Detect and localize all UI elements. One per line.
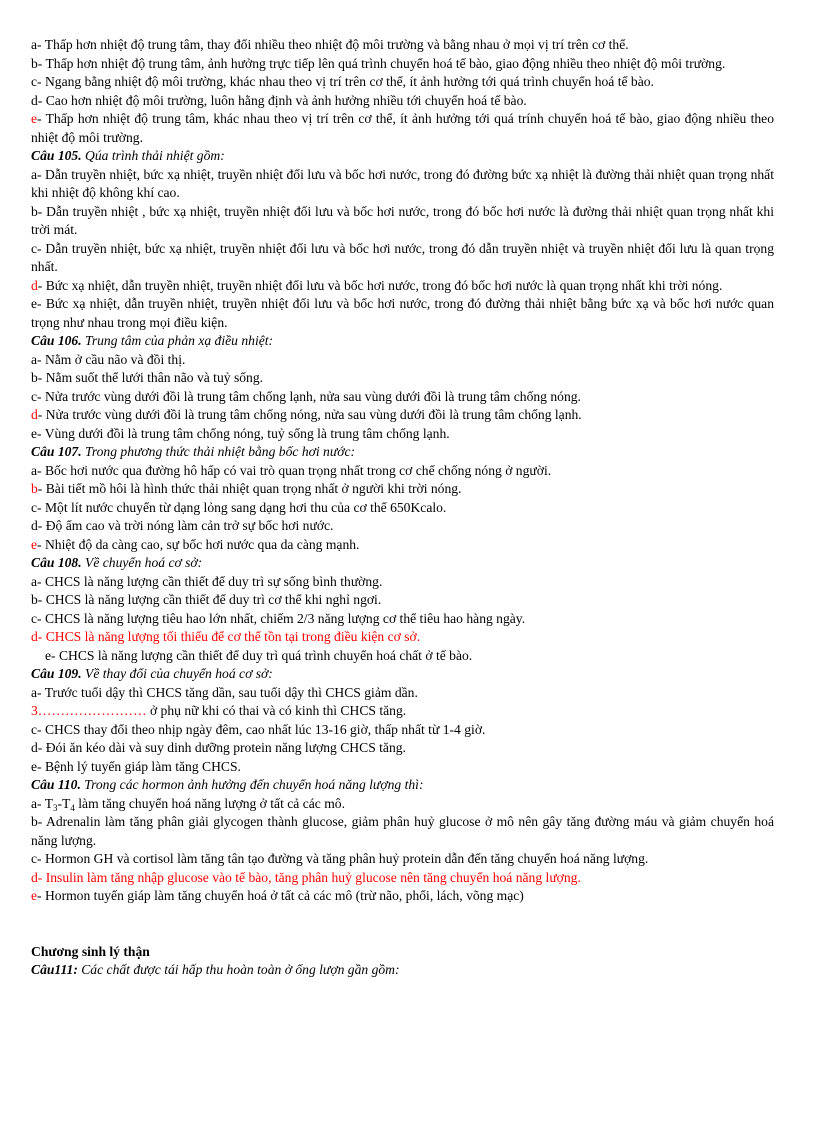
option-text: - Nửa trước vùng dưới đồi là trung tâm chống nóng, nửa sau vùng dưới đồi là trung tâm chống lạnh. [37,407,582,422]
subscript: 4 [70,802,75,813]
question-text: Trung tâm của phản xạ điều nhiệt: [81,333,274,348]
question-heading [31,961,774,980]
question-number: Câu 105. [31,148,82,163]
answer-option: c- CHCS thay đổi theo nhịp ngày đêm, cao nhất lúc 13-16 giờ, thấp nhất từ 1-4 giờ. [31,721,486,737]
answer-option: d- Cao hơn nhiệt độ môi trường, luôn hằng định và ảnh hưởng nhiều tới chuyển hoá tế bào. [31,92,527,108]
question-text: Trong các hormon ảnh hưởng đến chuyển hoá năng lượng thì: [80,777,424,792]
answer-option: c- Hormon GH và cortisol làm tăng tân tạo đường và tăng phân huỷ protein dẫn đến tăng chuyển hoá năng lượng. [31,851,649,866]
question-text: Trong phương thức thải nhiệt bằng bốc hơi nước: [81,444,356,459]
answer-option: a- Bốc hơi nước qua đường hô hấp có vai trò quan trọng nhất trong cơ chế chống nóng ở người. [31,462,552,478]
answer-option: e- CHCS là năng lượng cần thiết để duy trì quá trình chuyển hoá chất ở tế bào. [45,647,473,663]
option-text: a- T [31,795,54,811]
option-text: - Thấp hơn nhiệt độ trung tâm, khác nhau theo vị trí trên cơ thể, ít ảnh hưởng tới quá trính chuyển hoá tế bào, giao động nhiều theo nhiệt độ môi trường. [31,111,774,145]
option-text: -T [57,795,71,811]
answer-option: b- CHCS là năng lượng cần thiết để duy trì cơ thể khi nghỉ ngơi. [31,592,382,607]
answer-option [31,702,774,721]
answer-option: c- Một lít nước chuyển từ dạng lỏng sang dạng hơi thu của cơ thể 650Kcalo. [31,499,447,515]
answer-marker: e [31,536,38,552]
answer-option: a- Trước tuổi dậy thì CHCS tăng dần, sau tuổi dậy thì CHCS giảm dần. [31,684,418,700]
question-heading [31,665,774,684]
question-text: Về thay đổi của chuyển hoá cơ sở: [81,666,273,681]
option-text: - Bức xạ nhiệt, dẫn truyền nhiệt, truyền nhiệt đối lưu và bốc hơi nước, trong đó bốc hơi nước là quan trọng nhất khi trời nóng. [37,277,723,293]
answer-option: e- Bức xạ nhiệt, dẫn truyền nhiệt, truyền nhiệt đối lưu và bốc hơi nước, trong đó đường thải nhiệt bằng bức xạ và bốc hơi nước quan trọng như nhau trong mọi điều kiện. [31,296,774,330]
answer-marker: b [31,481,38,496]
option-text: làm tăng chuyển hoá năng lượng ở tất cả các mô. [74,795,345,811]
answer-option: d- Độ ẩm cao và trời nóng làm cản trở sự bốc hơi nước. [31,518,334,533]
question-heading [31,147,774,166]
answer-option: e- Bệnh lý tuyến giáp làm tăng CHCS. [31,758,241,774]
subscript: 3 [53,802,58,813]
answer-option: b- Dẫn truyền nhiệt , bức xạ nhiệt, truyền nhiệt đối lưu và bốc hơi nước, trong đó bốc hơi nước là đường thải nhiệt quan trọng nhất khi trời mát. [31,203,774,237]
answer-option [31,795,774,814]
question-heading [31,332,774,351]
answer-option: c- Nửa trước vùng dưới đồi là trung tâm chống lạnh, nửa sau vùng dưới đồi là trung tâm chống nóng. [31,388,581,404]
answer-option: a- CHCS là năng lượng cần thiết để duy trì sự sống bình thường. [31,573,383,589]
answer-marker: d [31,277,38,293]
question-text: Các chất được tái hấp thu hoàn toàn ở ống lượn gần gồm: [77,962,400,977]
answer-marker: d [31,407,38,422]
answer-option: b- Nằm suốt thể lưới thân não và tuỷ sống. [31,370,264,385]
question-number: Câu 106. [31,333,82,348]
chapter-heading: Chương sinh lý thận [31,943,150,959]
answer-option: c- Dẫn truyền nhiệt, bức xạ nhiệt, truyền nhiệt đối lưu và bốc hơi nước, trong đó dẫn truyền nhiệt và truyền nhiệt đối lưu là quan trọng nhất. [31,240,774,274]
question-heading [31,443,774,462]
section-gap [31,906,774,943]
correct-answer-option: d- CHCS là năng lượng tối thiểu để cơ thể tồn tại trong điều kiện cơ sở. [31,629,421,644]
answer-option: a- Dẫn truyền nhiệt, bức xạ nhiệt, truyền nhiệt đối lưu và bốc hơi nước, trong đó đường bức xạ nhiệt là đường thải nhiệt quan trọng nhất khi nhiệt độ không khí cao. [31,166,774,200]
question-text: Về chuyển hoá cơ sở: [81,555,203,570]
answer-marker: e [31,888,38,903]
answer-option: c- Ngang bằng nhiệt độ môi trường, khác nhau theo vị trí trên cơ thể, ít ảnh hưởng tới quá trình chuyển hoá tế bào. [31,74,654,89]
question-heading [31,554,774,573]
answer-option [31,277,774,296]
answer-option [31,110,774,147]
answer-option [31,480,774,499]
answer-option: e- Vùng dưới đồi là trung tâm chống nóng, tuỷ sống là trung tâm chống lạnh. [31,425,450,441]
question-number: Câu 108. [31,555,82,570]
answer-marker: e [31,111,38,126]
answer-option [31,406,774,425]
answer-option: c- CHCS là năng lượng tiêu hao lớn nhất, chiếm 2/3 năng lượng cơ thể tiêu hao hàng ngày. [31,610,526,626]
answer-option: a- Thấp hơn nhiệt độ trung tâm, thay đổi nhiều theo nhiệt độ môi trường và bằng nhau ở mọi vị trí trên cơ thể. [31,37,629,52]
option-text: - Hormon tuyến giáp làm tăng chuyển hoá ở tất cả các mô (trừ não, phổi, lách, võng mạc) [37,888,524,903]
question-number: Câu111: [31,962,78,977]
question-number: Câu 109. [31,666,82,681]
answer-marker: 3…………………… [31,703,147,718]
option-text: - Bài tiết mồ hôi là hình thức thải nhiệt quan trọng nhất ở người khi trời nóng. [37,481,462,496]
question-number: Câu 107. [31,444,82,459]
question-text: Qúa trình thải nhiệt gồm: [81,148,225,163]
correct-answer-option: d- Insulin làm tăng nhập glucose vào tế bào, tăng phân huỷ glucose nên tăng chuyển hoá năng lượng. [31,869,581,885]
question-heading [31,776,774,795]
answer-option [31,536,774,555]
question-number: Câu 110. [31,777,81,792]
option-text: ở phụ nữ khi có thai và có kinh thì CHCS tăng. [146,703,407,718]
answer-option: a- Nằm ở cầu não và đồi thị. [31,351,186,367]
answer-option [31,887,774,906]
option-text: - Nhiệt độ da càng cao, sự bốc hơi nước qua da càng mạnh. [37,536,360,552]
answer-option: b- Thấp hơn nhiệt độ trung tâm, ảnh hưởng trực tiếp lên quá trình chuyển hoá tế bào, giao động nhiều theo nhiệt độ môi trường. [31,55,726,71]
answer-option: b- Adrenalin làm tăng phân giải glycogen thành glucose, giảm phân huỷ glucose ở mô nên gây tăng đường máu và giảm chuyển hoá năng lượng. [31,814,774,848]
answer-option: d- Đói ăn kéo dài và suy dinh dưỡng protein năng lượng CHCS tăng. [31,740,406,755]
